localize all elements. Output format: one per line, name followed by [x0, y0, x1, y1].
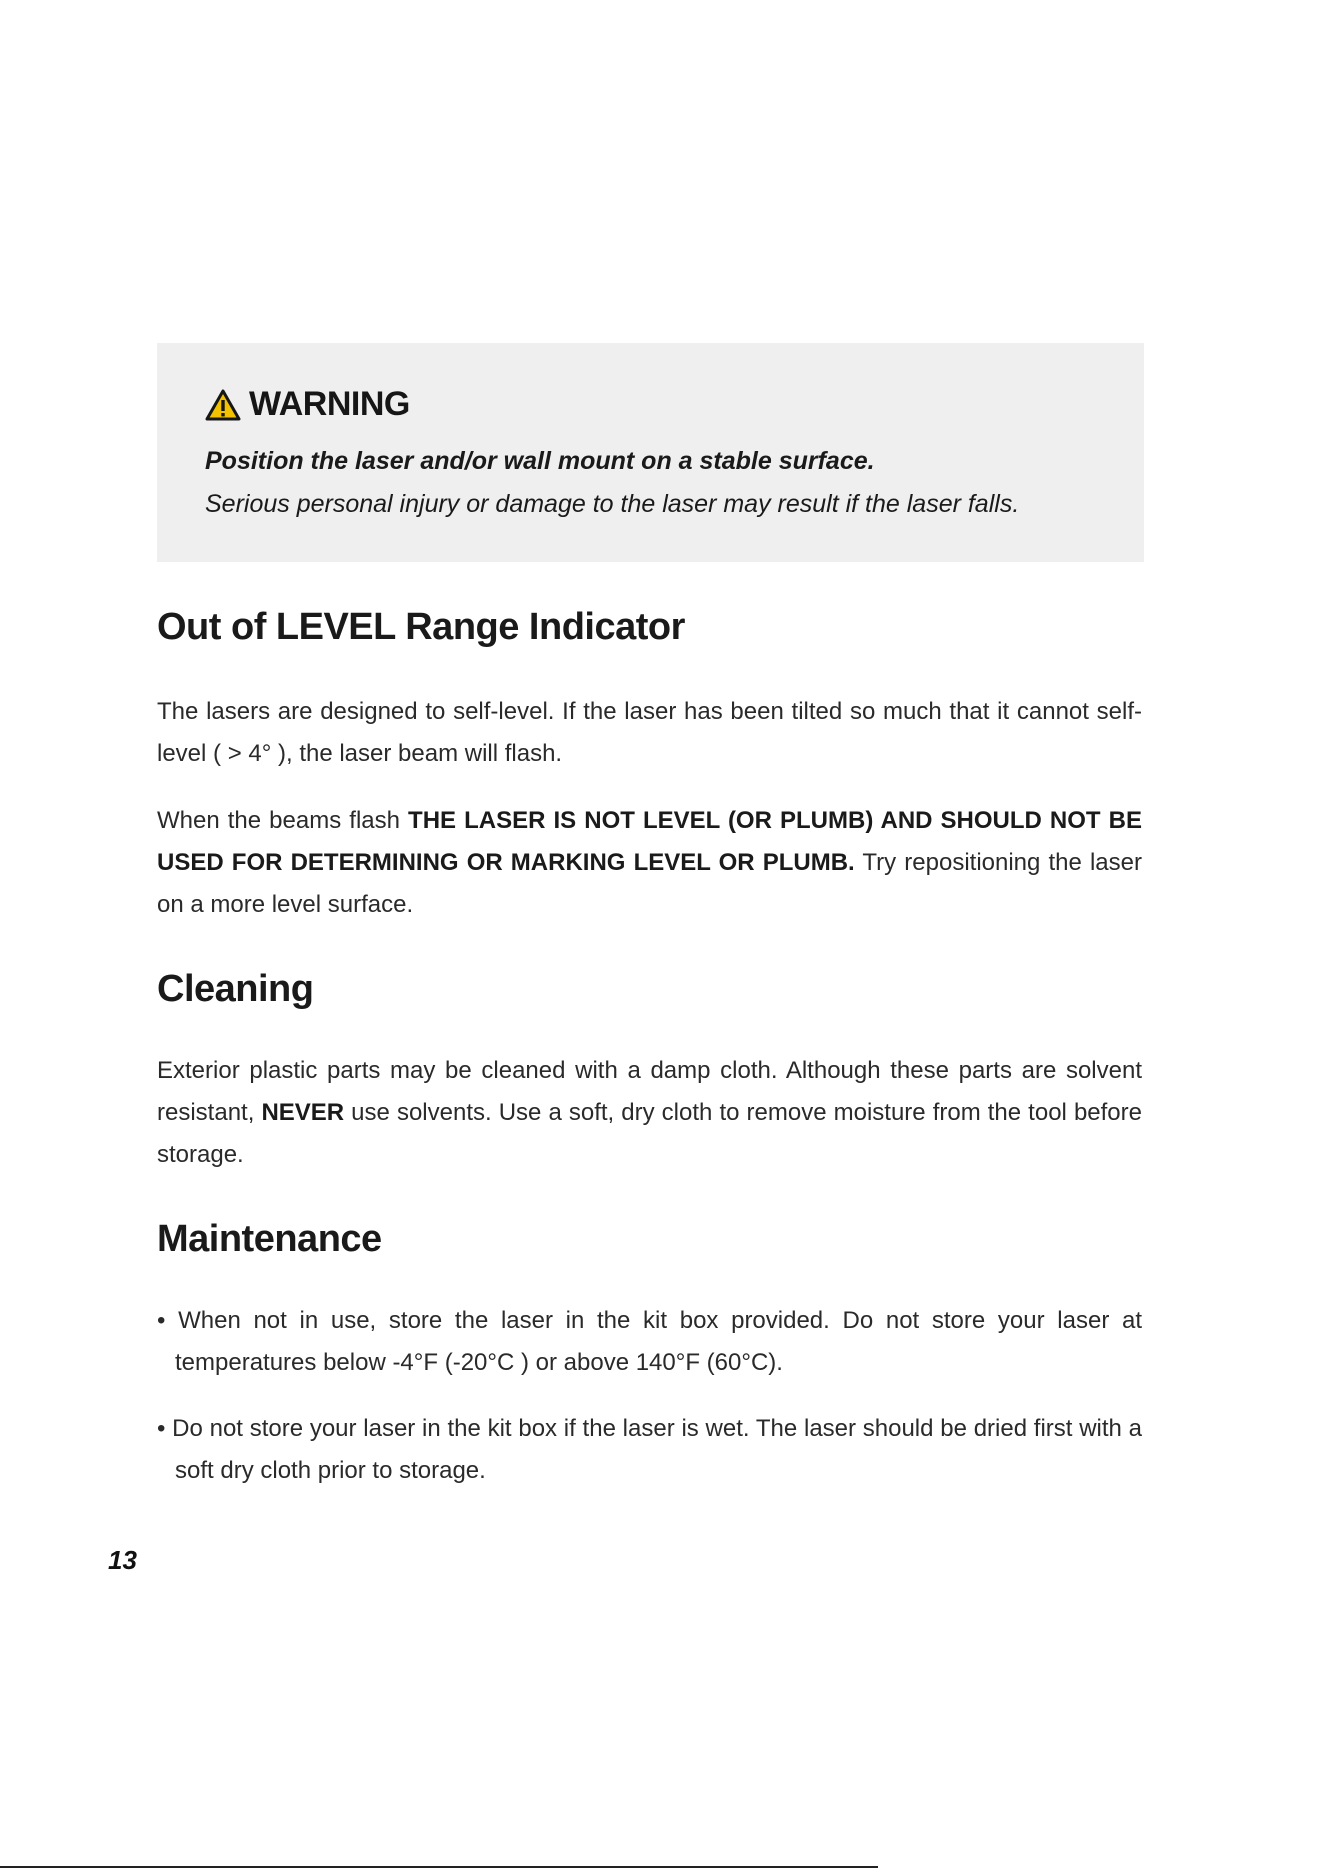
range-paragraph-2-lead: When the beams flash	[157, 807, 409, 834]
range-paragraph-2-tail: Try repositioning the laser on a more level surface.	[157, 849, 1142, 918]
heading-out-of-level-range: Out of LEVEL Range Indicator	[157, 606, 685, 648]
warning-title-text: WARNING	[249, 385, 410, 423]
page-number: 13	[108, 1545, 137, 1575]
range-paragraph-2	[157, 800, 1142, 926]
cleaning-paragraph-bold: NEVER	[261, 1099, 345, 1126]
cleaning-paragraph-tail: use solvents. Use a soft, dry cloth to remove moisture from the tool before storage.	[157, 1099, 1142, 1168]
bottom-divider	[0, 1866, 878, 1868]
warning-line-2: Serious personal injury or damage to the laser may result if the laser falls.	[205, 490, 1020, 518]
maintenance-item-1-text: When not in use, store the laser in the kit box provided. Do not store your laser at temperatures below -4°F (-20°C ) or above 140°F (60°C).	[175, 1307, 1142, 1376]
cleaning-paragraph-lead: Exterior plastic parts may be cleaned with a damp cloth. Although these parts are solvent resistant,	[157, 1057, 1142, 1126]
maintenance-item-2	[157, 1408, 1142, 1492]
cleaning-paragraph	[157, 1050, 1142, 1176]
maintenance-item-2-text: Do not store your laser in the kit box if the laser is wet. The laser should be dried first with a soft dry cloth prior to storage.	[172, 1415, 1143, 1484]
bullet-marker: •	[157, 1307, 166, 1334]
range-paragraph-2-bold: THE LASER IS NOT LEVEL (OR PLUMB) AND SHOULD NOT BE USED FOR DETERMINING OR MARKING LEVEL OR PLUMB.	[157, 807, 1142, 876]
heading-cleaning: Cleaning	[157, 968, 314, 1010]
heading-maintenance: Maintenance	[157, 1218, 382, 1260]
warning-title	[205, 385, 410, 424]
bullet-marker: •	[157, 1415, 166, 1442]
warning-line-1: Position the laser and/or wall mount on a stable surface.	[205, 447, 875, 475]
range-paragraph-1: The lasers are designed to self-level. If the laser has been tilted so much that it cannot self-level ( > 4° ), the laser beam will flash.	[157, 698, 1142, 767]
maintenance-item-1	[157, 1300, 1142, 1384]
warning-triangle-icon	[205, 389, 241, 421]
